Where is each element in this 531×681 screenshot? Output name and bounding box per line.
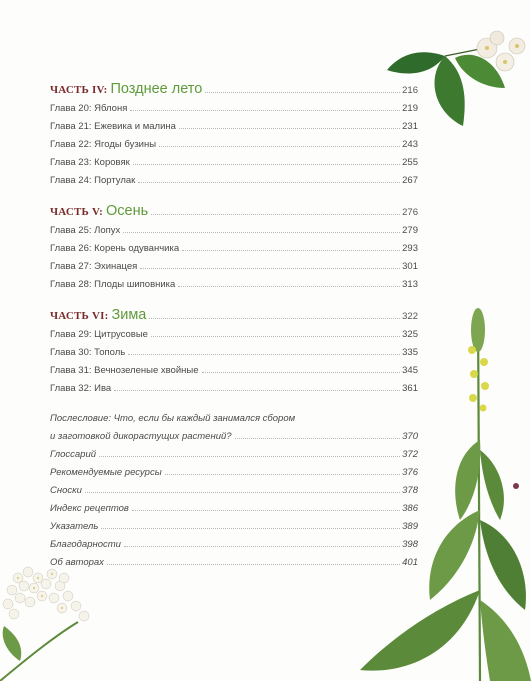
leader-dots (85, 492, 400, 493)
part-label: ЧАСТЬ V: (50, 206, 103, 218)
page-number: 243 (402, 139, 418, 150)
toc-chapter[interactable] (50, 154, 418, 172)
page-number: 361 (402, 383, 418, 394)
section-gap (50, 294, 418, 304)
leader-dots (99, 456, 400, 457)
leader-dots (178, 286, 400, 287)
chapter-title: Глава 27: Эхинацея (50, 261, 138, 272)
page-number: 322 (402, 311, 418, 322)
leader-dots (165, 474, 400, 475)
chapter-title: Глава 25: Лопух (50, 225, 121, 236)
leader-dots (123, 232, 400, 233)
page-number: 372 (402, 449, 418, 460)
leader-dots (140, 268, 400, 269)
leader-dots (182, 250, 400, 251)
leader-dots (130, 110, 400, 111)
chapter-title: Глава 31: Вечнозеленые хвойные (50, 365, 199, 376)
part-title: Осень (105, 203, 149, 219)
page-number: 335 (402, 347, 418, 358)
back-matter-title: Благодарности (50, 539, 121, 550)
elderflower-cluster-icon (0, 556, 115, 681)
back-matter-title: Глоссарий (50, 449, 97, 460)
toc-chapter[interactable] (50, 136, 418, 154)
toc-back-matter[interactable] (50, 446, 418, 464)
toc-back-matter[interactable] (50, 518, 418, 536)
page-number: 398 (402, 539, 418, 550)
toc-afterword-line2[interactable] (50, 428, 418, 446)
page-number: 386 (402, 503, 418, 514)
toc-chapter[interactable] (50, 326, 418, 344)
page-number: 301 (402, 261, 418, 272)
page-number: 389 (402, 521, 418, 532)
part-label: ЧАСТЬ VI: (50, 310, 109, 322)
toc-chapter[interactable] (50, 380, 418, 398)
toc-afterword-line1[interactable] (50, 410, 418, 428)
page-number: 401 (402, 557, 418, 568)
page-number: 216 (402, 85, 418, 96)
leader-dots (151, 214, 400, 215)
toc-back-matter[interactable] (50, 554, 418, 572)
toc-back-matter[interactable] (50, 536, 418, 554)
toc-chapter[interactable] (50, 118, 418, 136)
toc-part-iv[interactable] (50, 78, 418, 100)
leader-dots (138, 182, 400, 183)
section-gap (50, 398, 418, 410)
page-number: 313 (402, 279, 418, 290)
toc-part-v[interactable] (50, 200, 418, 222)
chapter-title: Глава 23: Коровяк (50, 157, 130, 168)
page-number: 267 (402, 175, 418, 186)
toc-chapter[interactable] (50, 344, 418, 362)
toc-back-matter[interactable] (50, 500, 418, 518)
section-gap (50, 190, 418, 200)
toc-chapter[interactable] (50, 100, 418, 118)
leader-dots (202, 372, 401, 373)
toc-part-vi[interactable] (50, 304, 418, 326)
chapter-title: Глава 20: Яблоня (50, 103, 128, 114)
part-title: Зима (111, 307, 147, 323)
page-number: 376 (402, 467, 418, 478)
toc-chapter[interactable] (50, 276, 418, 294)
leader-dots (114, 390, 400, 391)
part-label: ЧАСТЬ IV: (50, 84, 108, 96)
toc-chapter[interactable] (50, 240, 418, 258)
page-number: 231 (402, 121, 418, 132)
chapter-title: Глава 21: Ежевика и малина (50, 121, 176, 132)
page-number: 255 (402, 157, 418, 168)
page-number: 219 (402, 103, 418, 114)
leader-dots (179, 128, 400, 129)
page-number: 325 (402, 329, 418, 340)
chapter-title: Глава 26: Корень одуванчика (50, 243, 180, 254)
chapter-title: Глава 22: Ягоды бузины (50, 139, 157, 150)
toc-back-matter[interactable] (50, 464, 418, 482)
leader-dots (205, 92, 400, 93)
chapter-title: Глава 30: Тополь (50, 347, 126, 358)
leader-dots (133, 164, 400, 165)
leader-dots (107, 564, 400, 565)
toc-chapter[interactable] (50, 172, 418, 190)
leader-dots (235, 438, 401, 439)
leader-dots (124, 546, 400, 547)
afterword-title-cont: и заготовкой дикорастущих растений? (50, 431, 232, 442)
leader-dots (132, 510, 400, 511)
toc-chapter[interactable] (50, 258, 418, 276)
toc-chapter[interactable] (50, 362, 418, 380)
chapter-title: Глава 32: Ива (50, 383, 112, 394)
page-number: 279 (402, 225, 418, 236)
back-matter-title: Сноски (50, 485, 82, 496)
leader-dots (149, 318, 400, 319)
leader-dots (128, 354, 400, 355)
back-matter-title: Об авторах (50, 557, 104, 568)
back-matter-title: Рекомендуемые ресурсы (50, 467, 162, 478)
page-number: 276 (402, 207, 418, 218)
page-number: 345 (402, 365, 418, 376)
chapter-title: Глава 29: Цитрусовые (50, 329, 148, 340)
part-title: Позднее лето (110, 81, 203, 97)
leader-dots (159, 146, 400, 147)
table-of-contents (50, 78, 418, 572)
page-number: 378 (402, 485, 418, 496)
back-matter-title: Индекс рецептов (50, 503, 129, 514)
toc-chapter[interactable] (50, 222, 418, 240)
chapter-title: Глава 24: Портулак (50, 175, 136, 186)
chapter-title: Глава 28: Плоды шиповника (50, 279, 176, 290)
page-number: 293 (402, 243, 418, 254)
afterword-title: Послесловие: Что, если бы каждый занимался сбором (50, 413, 296, 424)
page-number: 370 (402, 431, 418, 442)
leader-dots (101, 528, 400, 529)
back-matter-title: Указатель (50, 521, 99, 532)
toc-back-matter[interactable] (50, 482, 418, 500)
leader-dots (151, 336, 400, 337)
